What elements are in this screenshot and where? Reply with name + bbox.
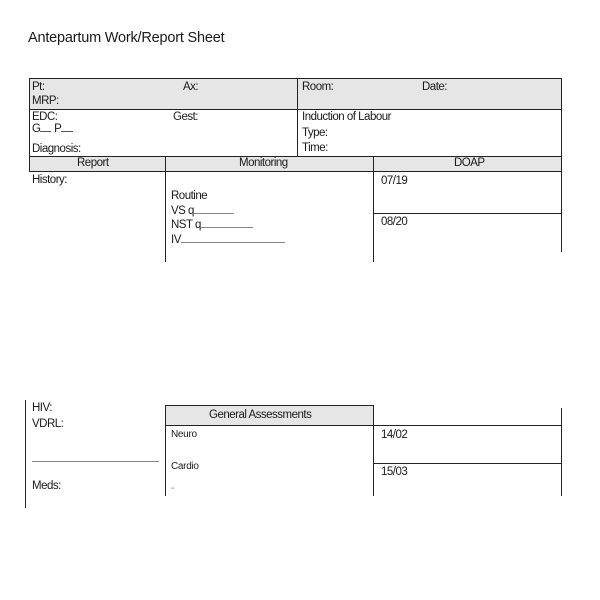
induction-time-label: Time: — [302, 142, 328, 154]
nst-frequency-field — [171, 219, 253, 231]
hiv-label: HIV: — [32, 402, 52, 414]
assessments-doap-right-border — [561, 408, 562, 496]
nst-blank — [201, 219, 253, 228]
iv-blank — [181, 234, 285, 243]
gravida-blank — [40, 123, 51, 132]
vs-blank — [194, 205, 234, 214]
patient-label: Pt: — [32, 81, 45, 93]
doap-time-2: 08/20 — [381, 216, 408, 228]
nst-label: NST q — [171, 219, 201, 231]
assessments-header: General Assessments — [209, 409, 312, 421]
induction-label: Induction of Labour — [302, 111, 391, 123]
assessments-trailing-dash: - — [171, 483, 175, 494]
assessments-left-border — [165, 405, 166, 496]
gravida-label: G — [32, 123, 41, 135]
gest-label: Gest: — [173, 111, 198, 123]
report-header: Report — [77, 157, 109, 169]
doap-header: DOAP — [454, 157, 485, 169]
vs-label: VS q — [171, 205, 194, 217]
assessments-right-border — [373, 405, 374, 496]
table-top-border — [29, 78, 561, 79]
doap-time-3: 14/02 — [381, 429, 408, 441]
assessments-header-bottom-border — [165, 425, 561, 426]
gravida-para-field — [32, 123, 73, 135]
cardio-label: Cardio — [171, 461, 199, 472]
table-left-border — [29, 78, 30, 171]
para-blank — [61, 123, 73, 132]
vdrl-label: VDRL: — [32, 418, 64, 430]
doap-time-1: 07/19 — [381, 175, 408, 187]
iv-field — [171, 234, 285, 246]
para-label: P — [54, 123, 62, 135]
induction-type-label: Type: — [302, 127, 328, 139]
routine-label: Routine — [171, 190, 208, 202]
doap-time-4: 15/03 — [381, 466, 408, 478]
page-title: Antepartum Work/Report Sheet — [28, 30, 225, 46]
room-label: Room: — [302, 81, 334, 93]
date-label: Date: — [422, 81, 447, 93]
meds-label: Meds: — [32, 480, 61, 492]
ax-label: Ax: — [183, 81, 199, 93]
doap-divider — [373, 213, 561, 214]
monitoring-left-border — [165, 156, 166, 262]
history-label: History: — [32, 174, 67, 186]
monitoring-header: Monitoring — [239, 157, 288, 169]
header-column-divider — [297, 78, 298, 156]
iv-label: IV — [171, 234, 181, 246]
assessments-top-border — [165, 405, 373, 406]
header-row-bottom-border — [29, 109, 561, 110]
assessments-doap-divider — [373, 463, 561, 464]
doap-left-border — [373, 156, 374, 262]
diagnosis-label: Diagnosis: — [32, 143, 81, 155]
doap-right-border — [561, 156, 562, 252]
report-lower-left-border — [25, 400, 26, 508]
vs-frequency-field — [171, 205, 234, 217]
mrp-label: MRP: — [32, 95, 59, 107]
edc-label: EDC: — [32, 111, 58, 123]
neuro-label: Neuro — [171, 429, 197, 440]
report-blank-line — [32, 461, 159, 462]
header-row-shading — [29, 78, 561, 109]
section-header-bottom-border — [29, 171, 561, 172]
